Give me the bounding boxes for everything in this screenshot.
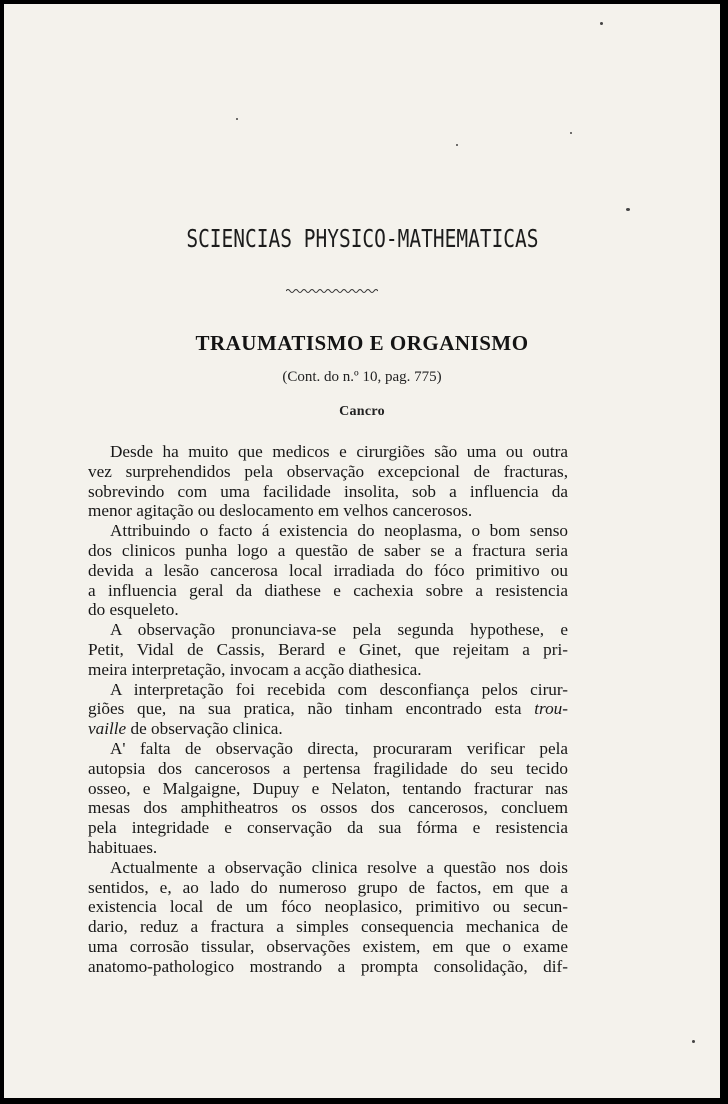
body-line: sentidos, e, ao lado do numeroso grupo de factos, em que a (88, 877, 568, 897)
body-line: menor agitação ou deslocamento em velhos cancerosos. (88, 501, 473, 521)
body-line: osseo, e Malgaigne, Dupuy e Nelaton, tentando fracturar nas (88, 778, 568, 798)
body-line: A interpretação foi recebida com desconfiança pelos cirur- (110, 679, 568, 699)
body-line: dario, reduz a fractura a simples consequencia mechanica de (88, 917, 568, 937)
section-title: SCIENCIAS PHYSICO-MATHEMATICAS (186, 224, 539, 253)
body-line: do esqueleto. (88, 600, 179, 620)
article-subtitle: (Cont. do n.º 10, pag. 775) (282, 369, 442, 385)
body-line: uma corrosão tissular, observações existem, em que o exame (88, 936, 568, 956)
scan-speck (456, 144, 458, 146)
body-line: sobrevindo com uma facilidade insolita, sob a influencia da (88, 481, 568, 501)
body-line: habituaes. (88, 837, 158, 857)
body-line-with-italic (88, 699, 568, 719)
scan-speck (626, 208, 630, 211)
body-line: Actualmente a observação clinica resolve a questão nos dois (110, 857, 568, 877)
article-body (88, 442, 568, 977)
body-line-text: giões que, na sua pratica, não tinham encontrado esta (88, 699, 535, 719)
italic-word: vaille (88, 719, 127, 739)
body-line: existencia local de um fóco neoplasico, primitivo ou secun- (88, 897, 568, 917)
body-line: A observação pronunciava-se pela segunda hypothese, e (110, 620, 568, 640)
body-line: anatomo-pathologico mostrando a prompta consolidação, dif- (88, 956, 568, 976)
italic-word: trou- (534, 699, 568, 719)
scan-speck (236, 118, 238, 120)
body-line: Desde ha muito que medicos e cirurgiões são uma ou outra (110, 442, 568, 461)
body-line: mesas dos amphitheatros os ossos dos cancerosos, concluem (88, 798, 568, 818)
article-subheading: Cancro (339, 404, 385, 419)
wavy-ornament (286, 287, 378, 295)
scanned-page (4, 4, 720, 1098)
body-line: vez surprehendidos pela observação excepcional de fracturas, (88, 461, 568, 481)
scan-speck (692, 1040, 695, 1043)
body-line: a influencia geral da diathese e cachexia sobre a resistencia (88, 580, 568, 600)
scan-speck (600, 22, 603, 25)
body-line: meira interpretação, invocam a acção diathesica. (88, 659, 422, 679)
article-title: TRAUMATISMO E ORGANISMO (195, 331, 529, 355)
body-line: autopsia dos cancerosos a pertensa fragilidade do seu tecido (88, 758, 568, 778)
body-line: pela integridade e conservação da sua fórma e resistencia (88, 818, 568, 838)
body-line: Petit, Vidal de Cassis, Berard e Ginet, que rejeitam a pri- (88, 639, 568, 659)
scan-speck (570, 132, 572, 134)
body-line: Attribuindo o facto á existencia do neoplasma, o bom senso (110, 521, 568, 541)
body-line-with-italic (88, 719, 568, 739)
body-line: A' falta de observação directa, procuraram verificar pela (110, 738, 568, 758)
body-line: dos clinicos punha logo a questão de saber se a fractura seria (88, 540, 568, 560)
body-line: devida a lesão cancerosa local irradiada do fóco primitivo ou (88, 560, 568, 580)
body-line-text: de observação clinica. (126, 719, 283, 739)
